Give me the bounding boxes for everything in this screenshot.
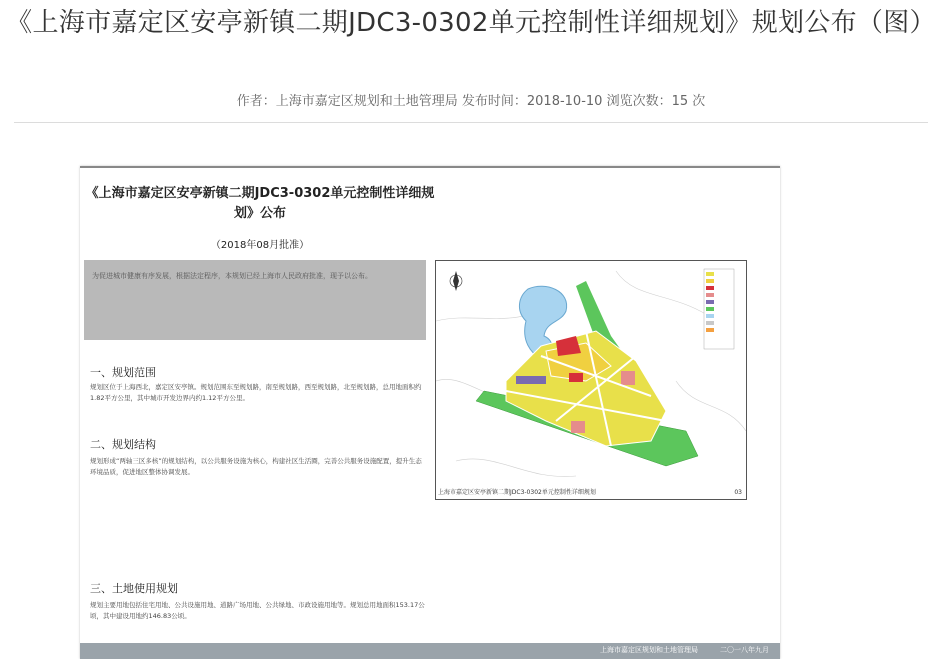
article-meta [0, 90, 942, 109]
map-caption: 上海市嘉定区安亭新镇二期JDC3-0302单元控制性详细规划 [438, 489, 596, 496]
section-title-scope: 一、规划范围 [90, 366, 156, 379]
land-use-map [435, 260, 747, 500]
compass-icon [450, 271, 462, 291]
views-label: 浏览次数： [606, 94, 672, 109]
published-date: 2018-10-10 [526, 94, 603, 109]
section-body-scope: 规划区位于上海西北，嘉定区安亭镇。规划范围东至规划路，南至规划路，西至规划路，北至规划路，总用地面积约1.82平方公里，其中城市开发边界内约1.12平方公里。 [90, 383, 422, 402]
footer-issuer: 上海市嘉定区规划和土地管理局 [600, 646, 698, 654]
views-count: 15 [671, 94, 689, 109]
land-use-map-drawing [436, 261, 746, 499]
section-body-structure: 规划形成“两轴三区多核”的规划结构，以公共服务设施为核心，构建社区生活圈，完善公共服务设施配置，提升生态环境品质，促进地区整体协调发展。 [90, 457, 422, 476]
poster-intro-text: 为促进城市健康有序发展，根据法定程序，本规划已经上海市人民政府批准，现予以公布。 [92, 272, 372, 280]
author-name: 上海市嘉定区规划和土地管理局 [275, 94, 458, 109]
author-label: 作者： [236, 94, 276, 109]
poster-intro-box [84, 260, 426, 340]
published-label: 发布时间： [461, 94, 527, 109]
header-divider [14, 122, 928, 123]
footer-date: 二〇一八年九月 [720, 646, 769, 654]
map-legend [704, 269, 734, 349]
section-title-landuse: 三、土地使用规划 [90, 582, 178, 595]
views-unit: 次 [692, 94, 706, 109]
article-title: 《上海市嘉定区安亭新镇二期JDC3-0302单元控制性详细规划》规划公布（图） [6, 8, 936, 38]
poster-title: 《上海市嘉定区安亭新镇二期JDC3-0302单元控制性详细规划》公布 [85, 186, 435, 221]
poster-approval-date: （2018年08月批准） [210, 240, 310, 251]
planning-poster-image [80, 166, 780, 659]
section-body-landuse: 规划主要用地包括住宅用地、公共设施用地、道路广场用地、公共绿地、市政设施用地等。规划总用地面积153.17公顷，其中建设用地约146.83公顷。 [90, 601, 425, 620]
section-title-structure: 二、规划结构 [90, 438, 156, 451]
map-number: 03 [734, 489, 742, 496]
